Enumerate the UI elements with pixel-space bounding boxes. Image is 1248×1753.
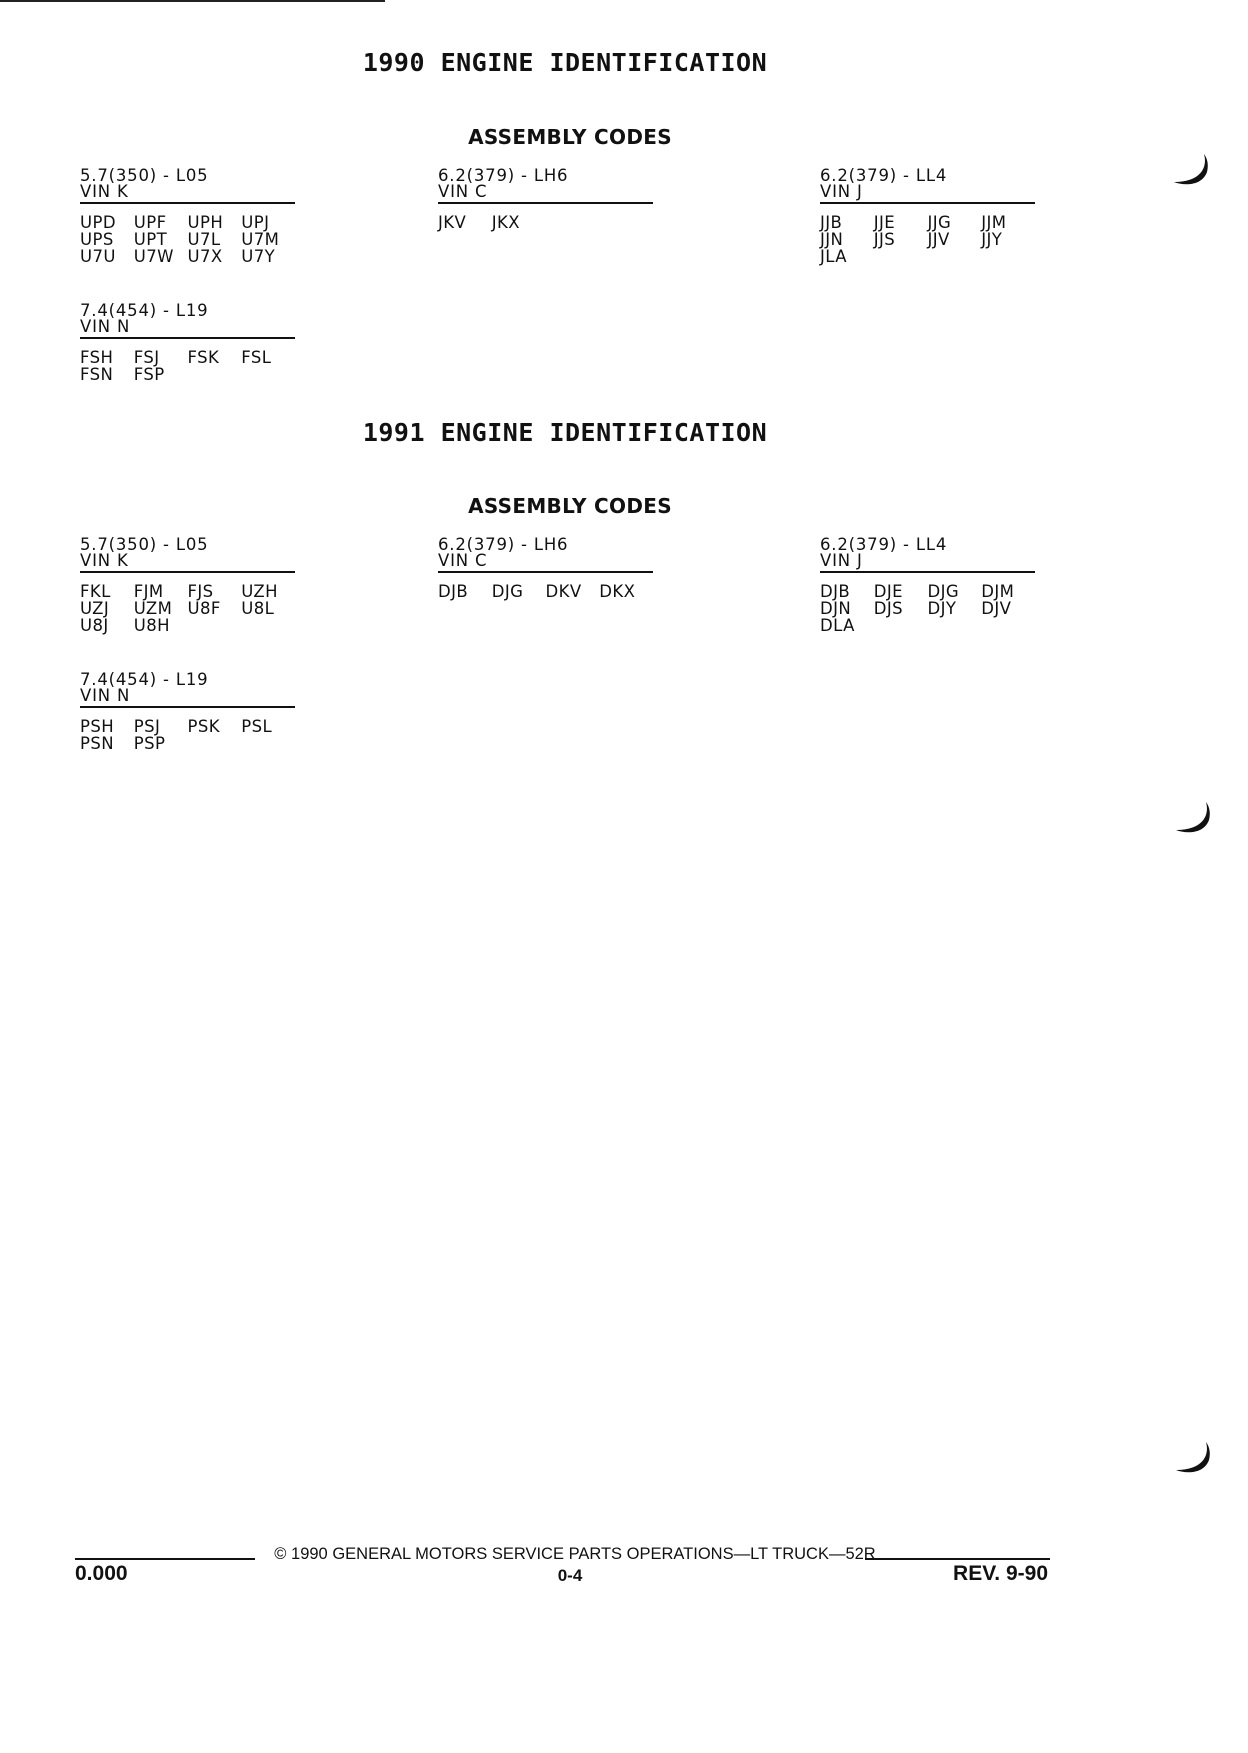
header-rule [80, 202, 295, 204]
assembly-code: JKX [491, 213, 520, 232]
vin-label: VIN K [80, 182, 129, 201]
assembly-code: UPH [187, 213, 224, 232]
engine-group-1990-l19 [80, 303, 295, 383]
assembly-code-list [80, 349, 295, 383]
engine-label: 6.2(379) - LH6 [438, 166, 569, 185]
assembly-code-list [80, 214, 295, 265]
assembly-code: U7X [187, 247, 223, 266]
section-1990-subtitle: ASSEMBLY CODES [468, 125, 672, 149]
assembly-code: JLA [820, 247, 847, 266]
assembly-code: UZM [133, 599, 173, 618]
engine-group-1991-l05 [80, 537, 295, 634]
engine-label: 6.2(379) - LL4 [820, 166, 948, 185]
assembly-code: DJY [927, 599, 957, 618]
assembly-code: DJN [820, 599, 852, 618]
engine-label: 7.4(454) - L19 [80, 301, 209, 320]
assembly-code: DJE [873, 582, 903, 601]
header-rule [438, 202, 653, 204]
assembly-code: DJV [981, 599, 1012, 618]
engine-label: 6.2(379) - LH6 [438, 535, 569, 554]
footer-revision: REV. 9-90 [953, 1562, 1048, 1585]
assembly-code-list [438, 583, 653, 600]
assembly-code: JJB [820, 213, 843, 232]
engine-group-1990-lh6 [438, 168, 653, 231]
assembly-code-list [438, 214, 653, 231]
assembly-code: PSP [133, 734, 166, 753]
assembly-code: U7M [241, 230, 280, 249]
section-1991-subtitle: ASSEMBLY CODES [468, 494, 672, 518]
assembly-code: PSK [187, 717, 220, 736]
header-rule [80, 706, 295, 708]
footer-section-number: 0.000 [75, 1562, 128, 1585]
assembly-code: JJE [873, 213, 896, 232]
assembly-code: UPT [133, 230, 168, 249]
assembly-code: PSL [241, 717, 273, 736]
assembly-code: U7W [133, 247, 174, 266]
assembly-code: FJS [187, 582, 214, 601]
assembly-code-list [80, 718, 295, 752]
assembly-code: UPD [80, 213, 116, 232]
assembly-code: DJM [981, 582, 1015, 601]
assembly-code: U8F [187, 599, 221, 618]
assembly-code: U7L [187, 230, 221, 249]
assembly-code: DJS [873, 599, 903, 618]
vin-label: VIN C [438, 551, 488, 570]
header-rule [438, 571, 653, 573]
assembly-code: UPS [80, 230, 114, 249]
binder-hole-mark [1170, 152, 1210, 188]
assembly-code: DJG [491, 582, 524, 601]
assembly-code: PSN [80, 734, 114, 753]
vin-label: VIN N [80, 686, 131, 705]
assembly-code: DLA [820, 616, 855, 635]
engine-group-1990-l05 [80, 168, 295, 265]
assembly-code: DJG [927, 582, 960, 601]
assembly-code-list [80, 583, 295, 634]
assembly-code: FJM [133, 582, 164, 601]
engine-group-1991-ll4 [820, 537, 1035, 634]
assembly-code: UPJ [241, 213, 270, 232]
vin-label: VIN J [820, 551, 863, 570]
header-rule [80, 337, 295, 339]
footer-copyright: © 1990 GENERAL MOTORS SERVICE PARTS OPERATIONS—LT TRUCK—52R [274, 1545, 876, 1563]
header-rule [820, 202, 1035, 204]
assembly-code: U7U [80, 247, 116, 266]
assembly-code: FSP [133, 365, 165, 384]
assembly-code: UZH [241, 582, 278, 601]
assembly-code: U8L [241, 599, 275, 618]
assembly-code: FSK [187, 348, 220, 367]
vin-label: VIN J [820, 182, 863, 201]
assembly-code: JJM [981, 213, 1007, 232]
assembly-code: U8H [133, 616, 170, 635]
assembly-code: FKL [80, 582, 111, 601]
vin-label: VIN C [438, 182, 488, 201]
assembly-code: UPF [133, 213, 167, 232]
assembly-code-list [820, 214, 1035, 265]
binder-hole-mark [1172, 800, 1212, 836]
vin-label: VIN K [80, 551, 129, 570]
vin-label: VIN N [80, 317, 131, 336]
assembly-code: JJS [873, 230, 896, 249]
assembly-code: DKV [545, 582, 582, 601]
assembly-code: U8J [80, 616, 109, 635]
assembly-code-list [820, 583, 1035, 634]
engine-group-1991-lh6 [438, 537, 653, 600]
assembly-code: JJG [927, 213, 952, 232]
binder-hole-mark [1172, 1440, 1212, 1476]
top-rule [0, 0, 385, 2]
assembly-code: FSL [241, 348, 272, 367]
assembly-code: U7Y [241, 247, 276, 266]
assembly-code: JKV [438, 213, 467, 232]
header-rule [820, 571, 1035, 573]
assembly-code: FSH [80, 348, 114, 367]
header-rule [80, 571, 295, 573]
section-1991-title: 1991 ENGINE IDENTIFICATION [362, 418, 768, 447]
assembly-code: FSN [80, 365, 114, 384]
assembly-code: PSH [80, 717, 115, 736]
assembly-code: JJN [820, 230, 844, 249]
assembly-code: FSJ [133, 348, 160, 367]
engine-group-1991-l19 [80, 672, 295, 752]
engine-group-1990-ll4 [820, 168, 1035, 265]
engine-label: 6.2(379) - LL4 [820, 535, 948, 554]
assembly-code: DJB [438, 582, 469, 601]
footer-page-number: 0-4 [557, 1566, 583, 1585]
engine-label: 5.7(350) - L05 [80, 535, 209, 554]
assembly-code: DKX [599, 582, 636, 601]
assembly-code: JJY [981, 230, 1003, 249]
section-1990-title: 1990 ENGINE IDENTIFICATION [362, 48, 768, 77]
engine-label: 5.7(350) - L05 [80, 166, 209, 185]
assembly-code: UZJ [80, 599, 110, 618]
engine-label: 7.4(454) - L19 [80, 670, 209, 689]
assembly-code: PSJ [133, 717, 161, 736]
assembly-code: JJV [927, 230, 950, 249]
assembly-code: DJB [820, 582, 851, 601]
